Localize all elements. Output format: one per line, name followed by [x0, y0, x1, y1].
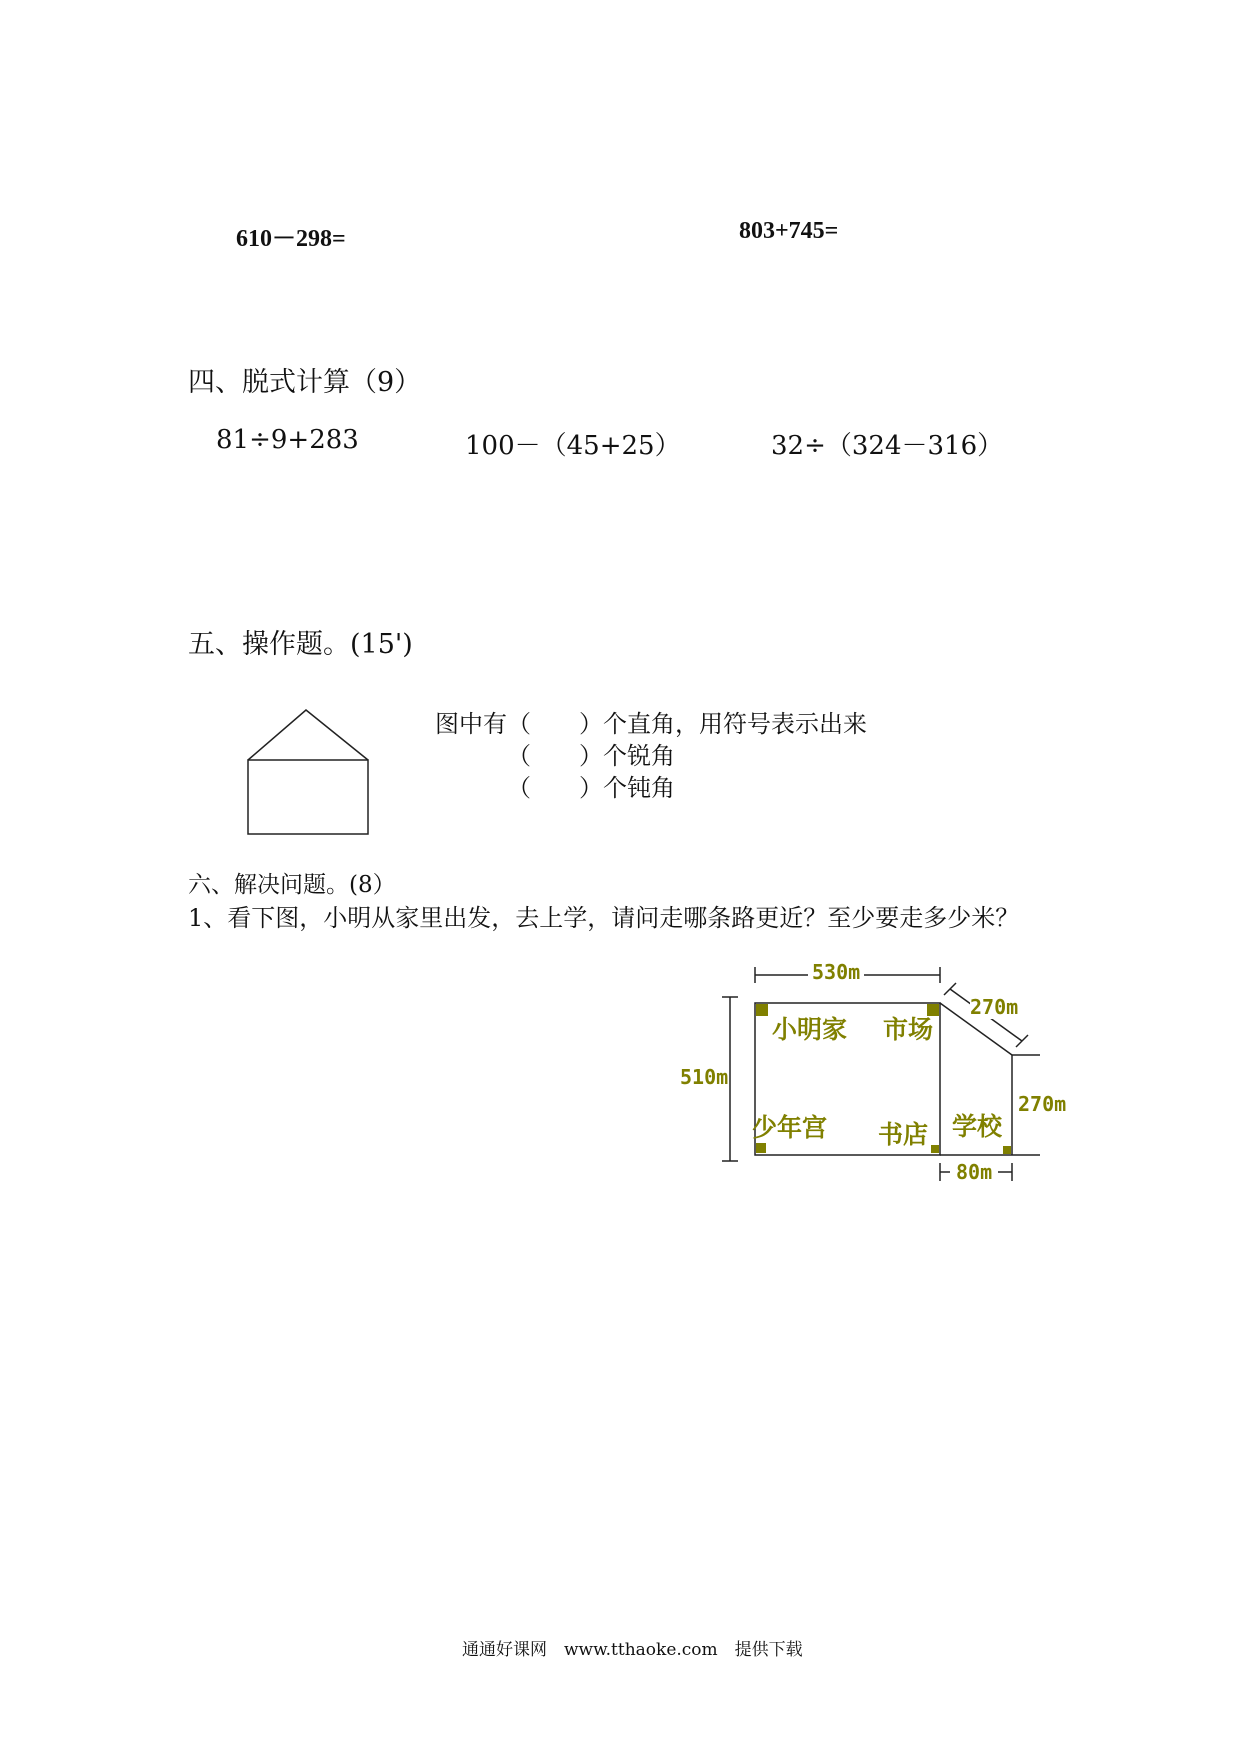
question-1: 1、看下图，小明从家里出发，去上学，请问走哪条路更近？至少要走多少米？: [188, 904, 1020, 932]
right-distance-label: 270m: [1018, 1092, 1067, 1116]
house-body: [248, 760, 368, 834]
route-map: [680, 955, 1080, 1185]
school-label: 学校: [952, 1112, 1003, 1141]
house-roof: [248, 710, 368, 760]
footer-credit: 通通好课网 www.tthaoke.com 提供下载: [462, 1640, 803, 1660]
section-5-title: 五、操作题。(15'): [188, 629, 413, 660]
section-6-title: 六、解决问题。(8）: [188, 872, 396, 898]
equation-1: 610－298=: [236, 226, 346, 252]
bottom-distance-label: 80m: [956, 1160, 993, 1184]
expression-1: 81÷9+283: [216, 425, 359, 455]
left-distance-label: 510m: [680, 1065, 729, 1089]
youth-palace-marker: [756, 1143, 766, 1153]
section-4-title: 四、脱式计算（9）: [188, 367, 422, 398]
expression-2: 100－（45+25）: [465, 431, 681, 461]
right-angle-question: 图中有（ ）个直角，用符号表示出来: [435, 710, 867, 738]
equation-2: 803+745=: [739, 218, 839, 244]
home-label: 小明家: [772, 1015, 848, 1044]
school-marker: [1003, 1146, 1011, 1154]
youth-palace-label: 少年宫: [752, 1113, 828, 1142]
bookstore-label: 书店: [878, 1120, 929, 1149]
bookstore-marker: [931, 1145, 939, 1153]
market-label: 市场: [883, 1015, 934, 1044]
acute-angle-question: （ ）个锐角: [507, 742, 675, 770]
obtuse-angle-question: （ ）个钝角: [507, 774, 675, 802]
expression-3: 32÷（324－316）: [771, 431, 1004, 461]
diagonal-distance-label: 270m: [970, 995, 1019, 1019]
top-distance-label: 530m: [808, 960, 864, 984]
home-marker: [756, 1004, 768, 1016]
house-shape-figure: [240, 705, 380, 840]
